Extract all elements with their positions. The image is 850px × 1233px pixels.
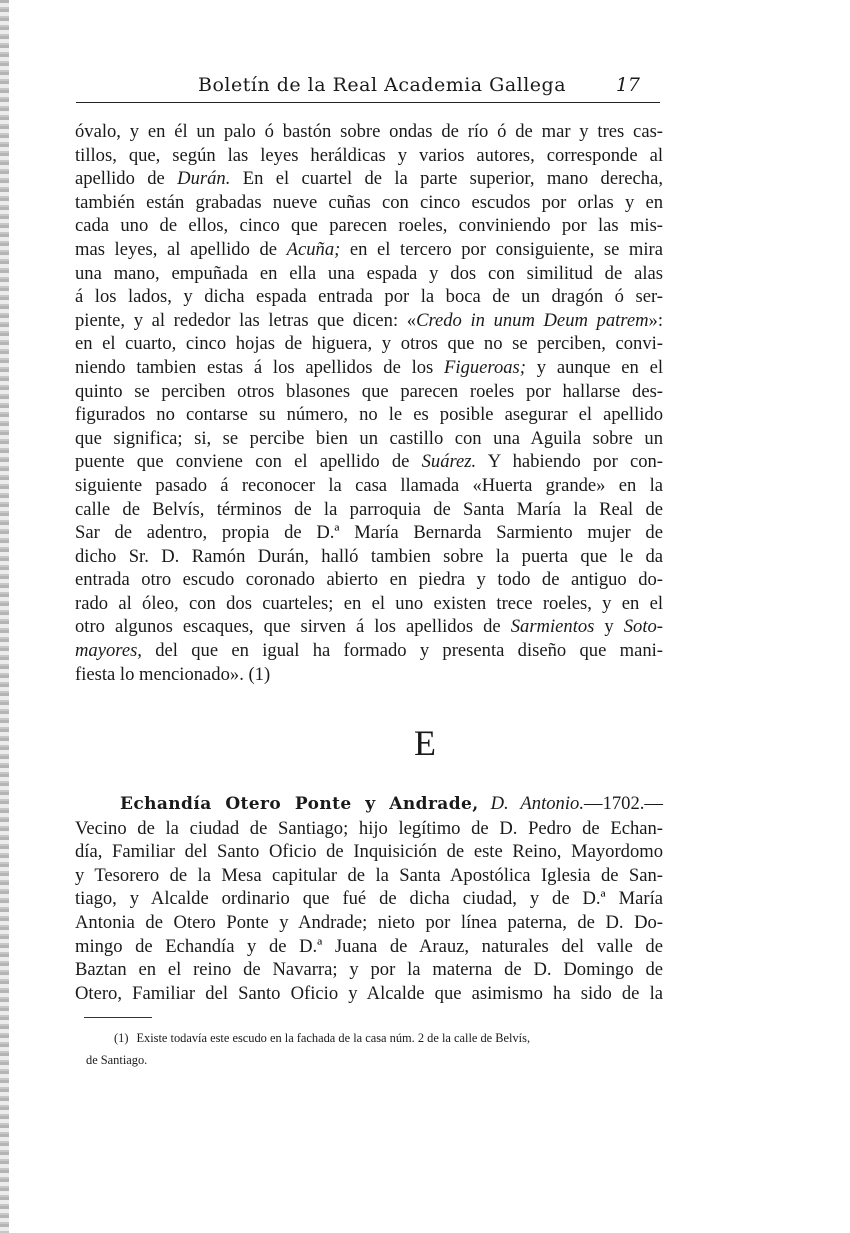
text-segment: y	[594, 616, 624, 638]
page-header	[76, 72, 660, 103]
footnote	[86, 1027, 678, 1071]
page-edge-shadow	[0, 0, 9, 1233]
text-segment: Y habiendo por con-	[476, 451, 663, 473]
text-line	[75, 592, 663, 616]
italic-segment: Soto-	[623, 616, 663, 638]
text-segment: »:	[648, 309, 663, 331]
page-number: 17	[615, 74, 640, 96]
text-segment: también están grabadas nueve cuñas con cinco escudos por orlas y en	[75, 191, 663, 213]
footnote-marker: (1)	[114, 1031, 129, 1045]
text-segment: en el cuarto, cinco hojas de higuera, y otros que no se perciben, convi-	[75, 333, 663, 355]
text-segment: tillos, que, según las leyes heráldicas y varios autores, corresponde al	[75, 144, 663, 166]
text-segment: fiesta lo mencionado». (1)	[75, 663, 271, 685]
section-letter: E	[414, 723, 436, 763]
entry-body	[30, 840, 663, 1005]
text-line	[75, 474, 663, 498]
text-line	[75, 262, 663, 286]
text-segment: quinto se perciben otros blasones que parecen roeles por hallarse des-	[75, 380, 663, 402]
text-line	[75, 285, 663, 309]
text-line	[75, 214, 663, 238]
text-line	[75, 663, 663, 687]
text-segment: del que en igual ha formado y presenta diseño que mani-	[141, 640, 663, 662]
text-line	[75, 120, 663, 144]
text-line	[75, 332, 663, 356]
entry-name: Echandía Otero Ponte y Andrade,	[120, 794, 479, 814]
text-segment: siguiente pasado á reconocer la casa llamada «Huerta grande» en la	[75, 474, 663, 496]
text-line	[75, 356, 663, 380]
text-segment: rado al óleo, con dos cuarteles; en el uno existen trece roeles, y en el	[75, 592, 663, 614]
footnote-line-2: de Santiago.	[86, 1053, 148, 1067]
text-segment: mas leyes, al apellido de	[75, 238, 287, 260]
text-segment: y aunque en el	[526, 356, 663, 378]
text-line	[75, 615, 663, 639]
italic-segment: mayores,	[75, 640, 142, 662]
text-line	[75, 191, 663, 215]
text-segment: En el cuartel de la parte superior, mano derecha,	[230, 168, 663, 190]
paragraph-duran-arms	[75, 120, 663, 686]
text-segment: piente, y al rededor las letras que dicen: «	[75, 309, 417, 331]
entry-line: Vecino de la ciudad de Santiago; hijo legítimo de D. Pedro de Echan-	[75, 817, 663, 839]
text-line: mingo de Echandía y de D.ª Juana de Arauz, naturales del valle de	[75, 935, 663, 957]
running-title: Boletín de la Real Academia Gallega	[198, 74, 567, 96]
text-segment: óvalo, y en él un palo ó bastón sobre ondas de río ó de mar y tres cas-	[75, 121, 663, 142]
italic-segment: Durán.	[177, 168, 231, 190]
text-line: Baztan en el reino de Navarra; y por la materna de D. Domingo de	[75, 959, 663, 981]
text-line: Antonia de Otero Ponte y Andrade; nieto por línea paterna, de D. Do-	[75, 911, 663, 933]
italic-segment: Acuña;	[286, 238, 341, 260]
text-line	[75, 309, 663, 333]
text-segment: puente que conviene con el apellido de	[75, 451, 422, 473]
entry-heading-line	[120, 792, 663, 817]
entry-echandia	[75, 792, 663, 1005]
text-segment: que significa; si, se percibe bien un castillo con una Aguila sobre un	[75, 427, 663, 449]
text-line: tiago, y Alcalde ordinario que fué de dicha ciudad, y de D.ª María	[75, 888, 663, 910]
italic-segment: Figueroas;	[444, 356, 526, 378]
text-line	[75, 144, 663, 168]
text-line: y Tesorero de la Mesa capitular de la Santa Apostólica Iglesia de San-	[75, 864, 663, 886]
text-segment: dicho Sr. D. Ramón Durán, halló tambien sobre la puerta que le da	[75, 545, 663, 567]
text-segment: una mano, empuñada en ella una espada y dos con similitud de alas	[75, 262, 663, 284]
text-line	[75, 427, 663, 451]
text-segment: calle de Belvís, términos de la parroquia de Santa María la Real de	[75, 498, 663, 520]
entry-title: D. Antonio.	[490, 793, 584, 814]
text-line	[75, 167, 663, 191]
text-segment: figurados no contarse su número, no le es posible asegurar el apellido	[75, 404, 663, 426]
italic-segment: Sarmientos	[510, 616, 595, 638]
footnote-line-1: Existe todavía este escudo en la fachada de la casa núm. 2 de la calle de Belvís,	[136, 1031, 531, 1045]
text-segment: entrada otro escudo coronado abierto en piedra y todo de antiguo do-	[75, 569, 663, 591]
text-segment: apellido de	[75, 168, 178, 190]
text-line	[75, 238, 663, 262]
text-segment: Sar de adentro, propia de D.ª María Bernarda Sarmiento mujer de	[75, 522, 663, 544]
text-line	[75, 568, 663, 592]
text-line	[75, 403, 663, 427]
footnote-rule	[84, 1017, 152, 1018]
text-segment: cada uno de ellos, cinco que parecen roeles, conviniendo por las mis-	[75, 215, 663, 237]
text-segment: á los lados, y dicha espada entrada por la boca de un dragón ó ser-	[75, 286, 663, 308]
text-segment: otro algunos escaques, que sirven á los apellidos de	[75, 616, 511, 638]
text-line	[75, 545, 663, 569]
text-line: Otero, Familiar del Santo Oficio y Alcalde que asimismo ha sido de la	[75, 982, 663, 1004]
italic-segment: Credo in unum Deum patrem	[416, 309, 649, 331]
entry-year: —1702.—	[583, 793, 663, 814]
text-line: día, Familiar del Santo Oficio de Inquisición de este Reino, Mayordomo	[75, 841, 663, 863]
text-line	[75, 380, 663, 404]
italic-segment: Suárez.	[421, 451, 477, 473]
text-line	[75, 639, 663, 663]
text-segment: niendo tambien estas á los apellidos de los	[75, 356, 445, 378]
text-segment: en el tercero por consiguiente, se mira	[340, 238, 663, 260]
text-line	[75, 521, 663, 545]
text-line	[75, 498, 663, 522]
text-line	[75, 450, 663, 474]
